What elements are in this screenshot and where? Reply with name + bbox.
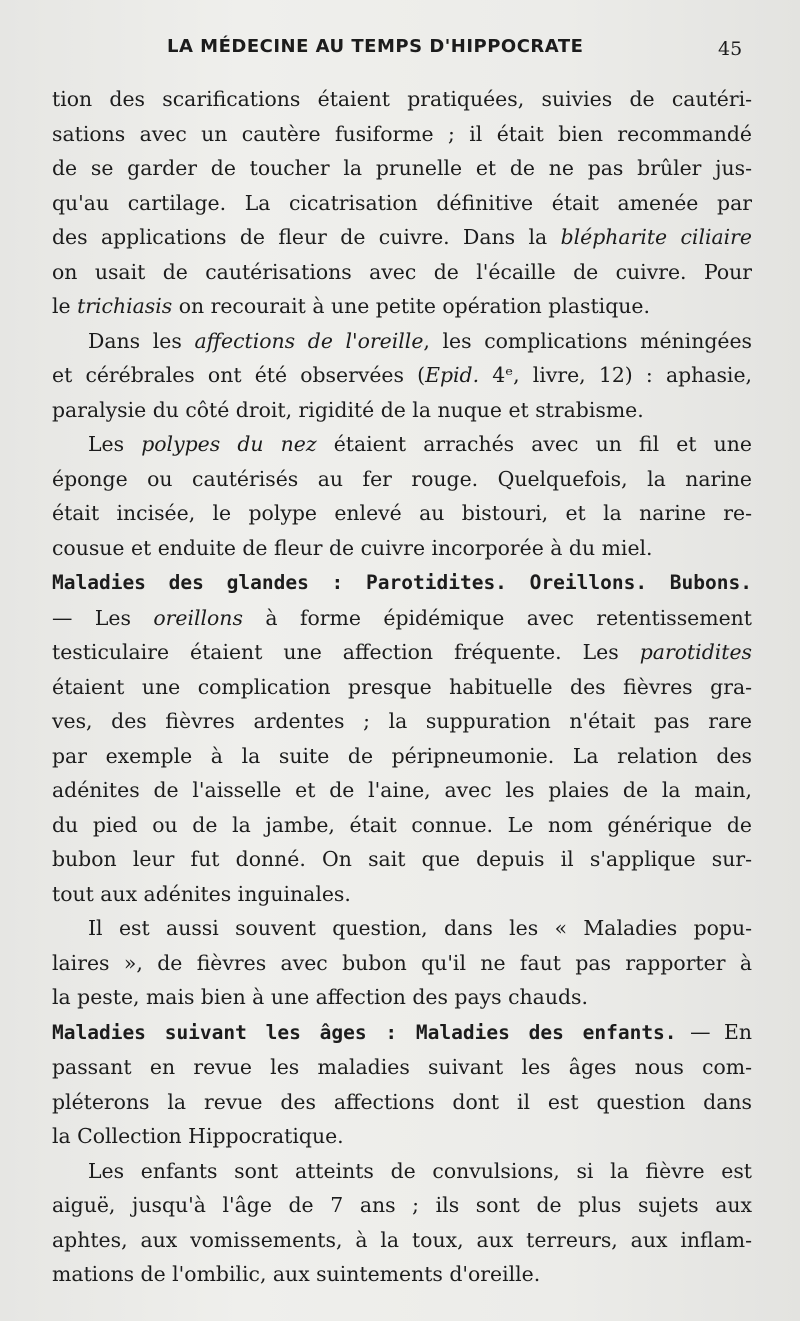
text-line: était incisée, le polype enlevé au bistouri, et la narine re- [52,501,752,525]
body-text [52,82,752,1292]
text-line: laires », de fièvres avec bubon qu'il ne faut pas rapporter à [52,950,752,975]
paragraph [52,911,752,1015]
text-line: tion des scarifications étaient pratiquées, suivies de cautéri- [52,87,752,111]
paragraph [52,1154,752,1292]
text-line: la Collection Hippocratique. [52,1124,344,1148]
text-line: Les polypes du nez étaient arrachés avec un fil et une [88,432,752,456]
text-line: et cérébrales ont été observées (Epid. 4ᵉ, livre, 12) : aphasie, [52,363,753,387]
page-header [0,36,800,64]
text-line: paralysie du côté droit, rigidité de la nuque et strabisme. [52,397,644,422]
page-number: 45 [718,38,743,60]
text-line: de se garder de toucher la prunelle et de ne pas brûler jus- [52,156,752,180]
text-line: on usait de cautérisations avec de l'écaille de cuivre. Pour [52,259,752,284]
text-line: aiguë, jusqu'à l'âge de 7 ans ; ils sont de plus sujets aux [52,1193,752,1217]
text-line: Les enfants sont atteints de convulsions, si la fièvre est [88,1158,752,1183]
text-line: ves, des fièvres ardentes ; la suppuration n'était pas rare [52,709,752,733]
text-line: — Les oreillons à forme épidémique avec retentissement [52,605,752,630]
text-line: par exemple à la suite de péripneumonie. La relation des [52,743,752,768]
text-line: sations avec un cautère fusiforme ; il était bien recommandé [52,121,752,146]
paragraph [52,82,752,324]
text-line: cousue et enduite de fleur de cuivre incorporée à du miel. [52,535,653,560]
text-line: bubon leur fut donné. On sait que depuis il s'applique sur- [52,847,752,871]
text-line: adénites de l'aisselle et de l'aine, avec les plaies de la main, [52,778,752,802]
running-title: LA MÉDECINE AU TEMPS D'HIPPOCRATE [167,36,584,57]
text-line: Maladies suivant les âges : Maladies des enfants. — En [52,1019,752,1044]
text-line: pléterons la revue des affections dont il est question dans [52,1089,752,1114]
text-line: étaient une complication presque habituelle des fièvres gra- [52,674,752,699]
text-line: mations de l'ombilic, aux suintements d'oreille. [52,1262,541,1286]
text-line: Maladies des glandes : Parotidites. Oreillons. Bubons. [52,571,752,594]
text-line: Il est aussi souvent question, dans les « Maladies popu- [88,916,752,940]
paragraph [52,565,752,911]
text-line: qu'au cartilage. La cicatrisation définitive était amenée par [52,190,752,215]
text-line: éponge ou cautérisés au fer rouge. Quelquefois, la narine [52,466,752,491]
paragraph [52,1015,752,1154]
text-line: le trichiasis on recourait à une petite opération plastique. [52,294,650,318]
paragraph [52,427,752,565]
text-line: du pied ou de la jambe, était connue. Le nom générique de [52,812,752,837]
text-line: passant en revue les maladies suivant les âges nous com- [52,1055,752,1079]
text-line: tout aux adénites inguinales. [52,881,351,906]
text-line: la peste, mais bien à une affection des pays chauds. [52,985,588,1009]
paragraph [52,324,752,428]
text-line: des applications de fleur de cuivre. Dans la blépharite ciliaire [52,225,752,249]
text-line: Dans les affections de l'oreille, les complications méningées [88,328,752,353]
text-line: aphtes, aux vomissements, à la toux, aux terreurs, aux inflam- [52,1227,752,1252]
text-line: testiculaire étaient une affection fréquente. Les parotidites [52,640,752,664]
